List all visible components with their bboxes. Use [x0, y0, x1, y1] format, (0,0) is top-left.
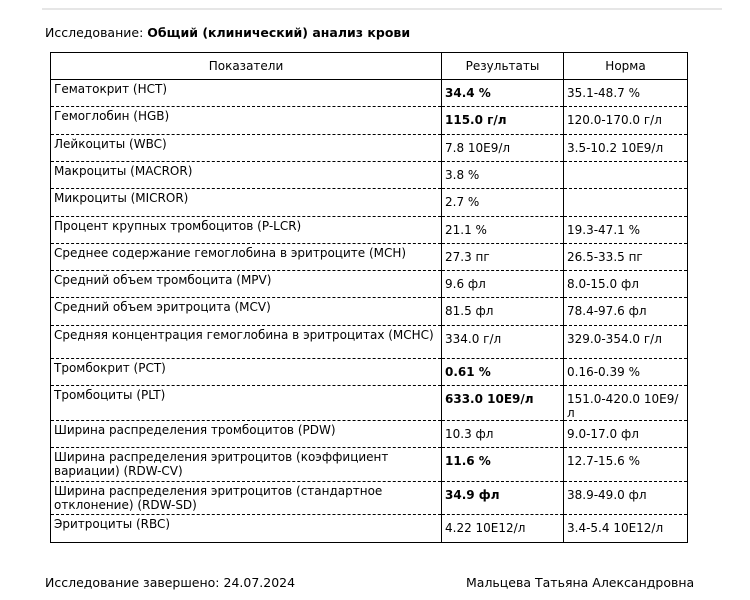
parameter-cell: Процент крупных тромбоцитов (P-LCR): [51, 217, 442, 244]
study-title: [45, 25, 410, 40]
norm-cell: 8.0-15.0 фл: [564, 271, 688, 298]
parameter-cell: Эритроциты (RBC): [51, 515, 442, 543]
parameter-cell: Ширина распределения эритроцитов (стандартное отклонение) (RDW-SD): [51, 482, 442, 515]
parameter-cell: Микроциты (MICROR): [51, 189, 442, 217]
norm-cell: 329.0-354.0 г/л: [564, 326, 688, 359]
result-cell: 334.0 г/л: [442, 326, 564, 359]
norm-cell: 78.4-97.6 фл: [564, 298, 688, 326]
table-row: [51, 189, 688, 217]
table-row: [51, 421, 688, 448]
table-row: [51, 271, 688, 298]
parameter-cell: Тромбокрит (PCT): [51, 359, 442, 386]
result-cell: 0.61 %: [442, 359, 564, 386]
parameter-cell: Гематокрит (HCT): [51, 80, 442, 107]
norm-cell: 151.0-420.0 10E9/л: [564, 386, 688, 421]
result-cell: 21.1 %: [442, 217, 564, 244]
norm-cell: 35.1-48.7 %: [564, 80, 688, 107]
results-table: [50, 52, 688, 543]
norm-cell: 26.5-33.5 пг: [564, 244, 688, 271]
table-row: [51, 448, 688, 482]
table-row: [51, 80, 688, 107]
parameter-cell: Средняя концентрация гемоглобина в эритроцитах (MCHC): [51, 326, 442, 359]
table-body: [51, 80, 688, 543]
result-cell: 27.3 пг: [442, 244, 564, 271]
table-row: [51, 326, 688, 359]
norm-cell: 120.0-170.0 г/л: [564, 107, 688, 135]
table-row: [51, 298, 688, 326]
norm-cell: 38.9-49.0 фл: [564, 482, 688, 515]
norm-cell: [564, 162, 688, 189]
norm-cell: [564, 189, 688, 217]
table-row: [51, 386, 688, 421]
parameter-cell: Тромбоциты (PLT): [51, 386, 442, 421]
parameter-cell: Гемоглобин (HGB): [51, 107, 442, 135]
table-header-row: [51, 53, 688, 80]
parameter-cell: Ширина распределения тромбоцитов (PDW): [51, 421, 442, 448]
parameter-cell: Макроциты (MACROR): [51, 162, 442, 189]
result-cell: 2.7 %: [442, 189, 564, 217]
result-cell: 34.4 %: [442, 80, 564, 107]
table-row: [51, 162, 688, 189]
result-cell: 34.9 фл: [442, 482, 564, 515]
parameter-cell: Средний объем тромбоцита (MPV): [51, 271, 442, 298]
result-cell: 81.5 фл: [442, 298, 564, 326]
parameter-cell: Среднее содержание гемоглобина в эритроците (MCH): [51, 244, 442, 271]
table-row: [51, 515, 688, 543]
norm-cell: 9.0-17.0 фл: [564, 421, 688, 448]
header-results: Результаты: [442, 53, 564, 80]
parameter-cell: Лейкоциты (WBC): [51, 135, 442, 162]
table-row: [51, 107, 688, 135]
result-cell: 633.0 10E9/л: [442, 386, 564, 421]
table-row: [51, 244, 688, 271]
header-norm: Норма: [564, 53, 688, 80]
result-cell: 11.6 %: [442, 448, 564, 482]
result-cell: 9.6 фл: [442, 271, 564, 298]
norm-cell: 3.4-5.4 10E12/л: [564, 515, 688, 543]
norm-cell: 0.16-0.39 %: [564, 359, 688, 386]
top-divider: [42, 8, 722, 10]
study-completed: Исследование завершено: 24.07.2024: [45, 575, 296, 590]
table-row: [51, 359, 688, 386]
norm-cell: 19.3-47.1 %: [564, 217, 688, 244]
norm-cell: 12.7-15.6 %: [564, 448, 688, 482]
result-cell: 10.3 фл: [442, 421, 564, 448]
result-cell: 3.8 %: [442, 162, 564, 189]
parameter-cell: Средний объем эритроцита (MCV): [51, 298, 442, 326]
result-cell: 7.8 10E9/л: [442, 135, 564, 162]
parameter-cell: Ширина распределения эритроцитов (коэффициент вариации) (RDW-CV): [51, 448, 442, 482]
table-row: [51, 135, 688, 162]
study-label: Исследование:: [45, 25, 144, 40]
table-row: [51, 217, 688, 244]
header-parameters: Показатели: [51, 53, 442, 80]
doctor-name: Мальцева Татьяна Александровна: [466, 575, 695, 590]
norm-cell: 3.5-10.2 10E9/л: [564, 135, 688, 162]
table-row: [51, 482, 688, 515]
result-cell: 115.0 г/л: [442, 107, 564, 135]
study-name: Общий (клинический) анализ крови: [147, 25, 411, 40]
result-cell: 4.22 10E12/л: [442, 515, 564, 543]
